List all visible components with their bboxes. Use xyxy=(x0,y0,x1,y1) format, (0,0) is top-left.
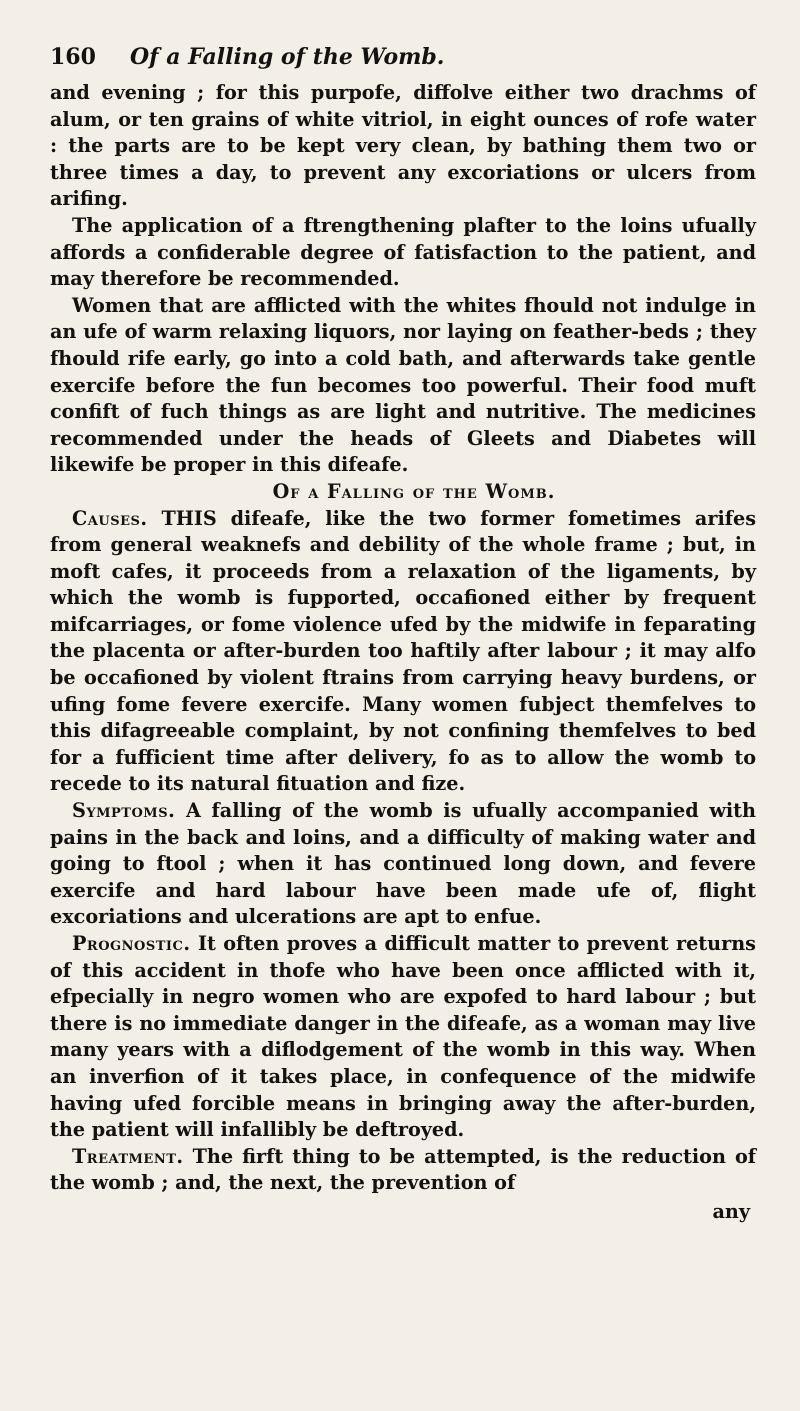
page-body xyxy=(50,80,756,1226)
symptoms-label: Symptoms. xyxy=(72,799,176,823)
prognostic-text: It often proves a difficult matter to prevent returns of this accident in thofe who have been once afflicted with it, efpecially in negro women who are expofed to hard labour ; but there is no immediate danger in the difeafe, as a woman may live many years with a diflodgement of the womb in this way. When an inverfion of it takes place, in confequence of the midwife having ufed forcible means in bringing away the after-burden, the patient will infallibly be deftroyed. xyxy=(50,932,756,1142)
catchword: any xyxy=(712,1199,750,1223)
symptoms-paragraph xyxy=(50,798,756,931)
prognostic-paragraph xyxy=(50,931,756,1144)
treatment-text: The firft thing to be attempted, is the reduction of the womb ; and, the next, the prevention of xyxy=(50,1144,756,1195)
paragraph: Women that are afflicted with the whites fhould not indulge in an ufe of warm relaxing liquors, nor laying on feather-beds ; they fhould rife early, go into a cold bath, and afterwards take gentle exercife before the fun becomes too powerful. Their food muft confift of fuch things as are light and nutritive. The medicines recommended under the heads of Gleets and Diabetes will likewife be proper in this difeafe. xyxy=(50,293,756,477)
paragraph: The application of a ftrengthening plafter to the loins ufually affords a confiderable degree of fatisfaction to the patient, and may therefore be recommended. xyxy=(50,213,756,291)
causes-paragraph xyxy=(50,506,756,799)
treatment-label: Treatment. xyxy=(72,1144,184,1168)
page-header xyxy=(50,44,756,70)
running-title: Of a Falling of the Womb. xyxy=(129,44,445,70)
page-number: 160 xyxy=(50,44,96,70)
causes-label: Causes. xyxy=(72,506,148,530)
treatment-paragraph xyxy=(50,1144,756,1197)
section-heading: Of a Falling of the Womb. xyxy=(272,479,556,503)
prognostic-label: Prognostic. xyxy=(72,932,191,955)
paragraph: and evening ; for this purpofe, diffolve either two drachms of alum, or ten grains of white vitriol, in eight ounces of rofe water : the parts are to be kept very clean, by bathing them two or three times a day, to prevent any excoriations or ulcers from arifing. xyxy=(50,81,756,211)
symptoms-text: A falling of the womb is ufually accompanied with pains in the back and loins, and a difficulty of making water and going to ftool ; when it has continued long down, and fevere exercife and hard labour have been made ufe of, flight excoriations and ulcerations are apt to enfue. xyxy=(50,799,756,929)
causes-text: THIS difeafe, like the two former fometimes arifes from general weaknefs and debility of the whole frame ; but, in moft cafes, it proceeds from a relaxation of the ligaments, by which the womb is fupported, occafioned either by frequent mifcarriages, or fome violence ufed by the midwife in feparating the placenta or after-burden too haftily after labour ; it may alfo be occafioned by violent ftrains from carrying heavy burdens, or ufing fome fevere exercife. Many women fubject themfelves to this difagreeable complaint, by not confining themfelves to bed for a fufficient time after delivery, fo as to allow the womb to recede to its natural fituation and fize. xyxy=(50,506,757,796)
